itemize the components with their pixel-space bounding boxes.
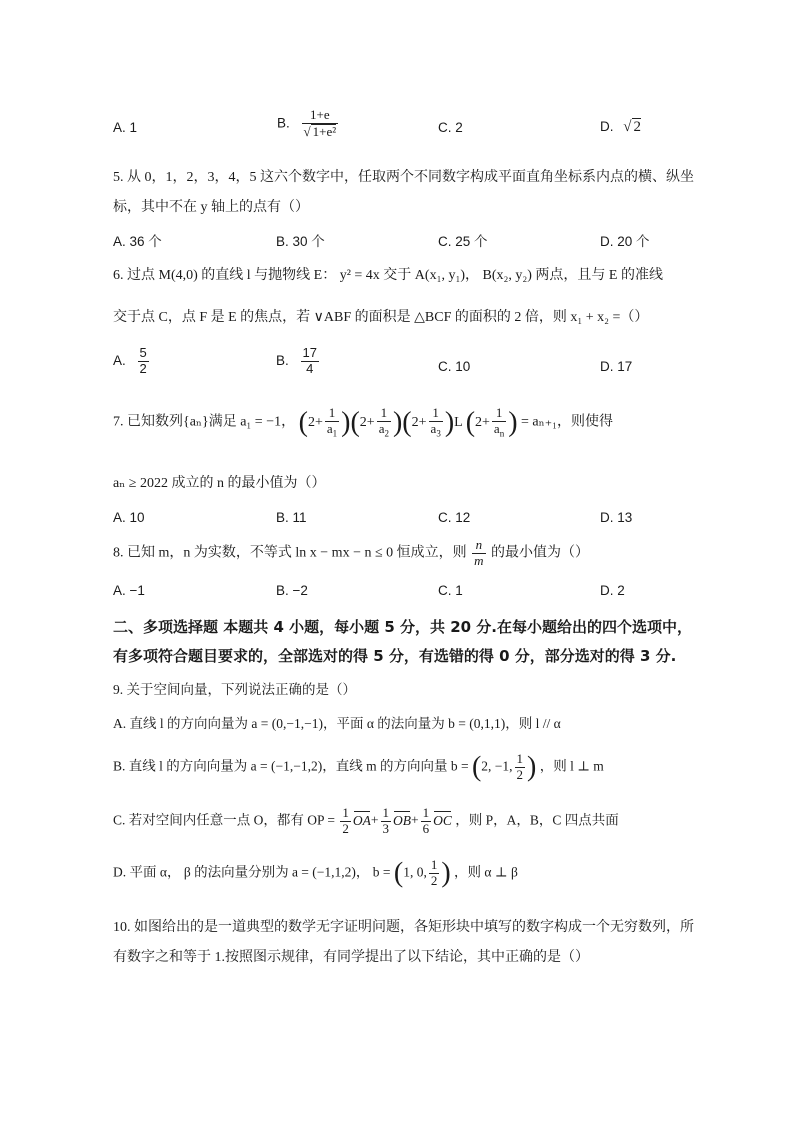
q9-option-a: A. 直线 l 的方向向量为 a = (0,−1,−1)，平面 α 的法向量为 b = (0,1,1)，则 l // α	[113, 716, 561, 731]
q8-option-b: B. −2	[276, 583, 308, 598]
q8-stem-lead: 8. 已知 m，n 为实数，不等式 ln x − mx − n ≤ 0 恒成立，则	[113, 545, 467, 561]
q6-option-b-numerator: 17	[302, 345, 317, 360]
q5-option-c: C. 25 个	[438, 234, 488, 249]
q4-option-a: A. 1	[113, 120, 138, 135]
q7-stem-line1	[113, 406, 613, 439]
q9-option-d: D. 平面 α， β 的法向量分别为 a = (−1,1,2)， b = (1, 0, $\frac{1}{2}$ ) ，则 α ⊥ β	[113, 857, 518, 889]
q10-stem-line1: 10. 如图给出的是一道典型的数学无字证明问题，各矩形块中填写的数字构成一个无穷数列，所	[113, 920, 694, 935]
q9-option-b: B. 直线 l 的方向向量为 a = (−1,−1,2)，直线 m 的方向向量 b = (2, −1, $\frac{1}{2}$ ) ，则 l ⊥ m	[113, 751, 604, 783]
q4-option-b-numerator: 1+e	[302, 108, 339, 124]
q5-option-d: D. 20 个	[600, 234, 650, 249]
q7-option-b: B. 11	[276, 510, 307, 525]
q7-stem-line2: aₙ ≥ 2022 成立的 n 的最小值为（）	[113, 476, 326, 491]
section2-heading-line2: 有多项符合题目要求的，全部选对的得 5 分，有选错的得 0 分，部分选对的得 3 分.	[113, 647, 677, 665]
q8-stem	[113, 538, 589, 569]
q9-option-d-vector: 1, 0,	[403, 864, 427, 880]
q8-frac-numerator: n	[472, 538, 485, 554]
q8-stem-tail: 的最小值为（）	[491, 545, 590, 561]
q8-option-a: A. −1	[113, 583, 145, 598]
q7-option-a: A. 10	[113, 510, 145, 525]
q8-option-c: C. 1	[438, 583, 463, 598]
q4-option-d-label: D.	[600, 119, 614, 134]
q6-option-a-label: A.	[113, 353, 126, 368]
q10-stem-line2: 有数字之和等于 1.按照图示规律，有同学提出了以下结论，其中正确的是（）	[113, 950, 589, 965]
q9-option-d-lead: D. 平面 α， β 的法向量分别为 a = (−1,1,2)， b =	[113, 864, 391, 880]
q7-stem-lead: 7. 已知数列{aₙ}满足 a₁ = −1，	[113, 414, 296, 430]
q6-option-b-label: B.	[276, 353, 289, 368]
q9-option-c: C. 若对空间内任意一点 O，都有 OP = $\frac{1}{2}$ OA+ $\frac{1}{3}$ OB+ $\frac{1}{6}$ OC ，则 P，A，B，C 四点共面	[113, 805, 619, 836]
q7-product: (2+ $\frac{1}{a_1}$ )(2+ $\frac{1}{a_2}$ )(2+ $\frac{1}{a_3}$ )L (2+ $\frac{1}{a_n}$ )	[298, 405, 518, 439]
q6-option-d: D. 17	[600, 359, 633, 374]
q6-option-a-numerator: 5	[139, 345, 147, 360]
q7-option-d: D. 13	[600, 510, 633, 525]
q4-option-b: B. $\frac{1+e}{\text{√ 1+e²}}$	[277, 107, 337, 139]
section2-heading-line1: 二、多项选择题 本题共 4 小题，每小题 5 分，共 20 分.在每小题给出的四个选项中，	[113, 618, 693, 636]
q6-stem-line2: 交于点 C，点 F 是 E 的焦点，若 ∨ABF 的面积是 △BCF 的面积的 2 倍，则 x₁ + x₂ =（）	[113, 310, 649, 325]
q9-stem: 9. 关于空间向量，下列说法正确的是（）	[113, 682, 356, 697]
q5-option-a: A. 36 个	[113, 234, 162, 249]
q8-option-d: D. 2	[600, 583, 625, 598]
q6-option-a	[113, 346, 151, 377]
q4-option-c: C. 2	[438, 120, 463, 135]
q5-stem-line1: 5. 从 0，1，2，3，4，5 这六个数字中，任取两个不同数字构成平面直角坐标系内点的横、纵坐	[113, 170, 694, 185]
q6-option-b	[276, 346, 321, 377]
q6-option-a-denominator: 2	[139, 360, 147, 376]
q5-option-b: B. 30 个	[276, 234, 325, 249]
q9-option-b-vector: 2, −1,	[481, 758, 513, 774]
q4-option-d-value: 2	[633, 119, 641, 135]
q6-option-b-denominator: 4	[306, 360, 314, 376]
q6-stem-line1: 6. 过点 M(4,0) 的直线 l 与抛物线 E： y² = 4x 交于 A(x₁, y₁)， B(x₂, y₂) 两点，且与 E 的准线	[113, 268, 663, 283]
q9-option-d-tail: ，则 α ⊥ β	[454, 864, 518, 880]
q8-frac-denominator: m	[474, 552, 484, 568]
q4-option-d: D. √ 2	[600, 119, 641, 135]
q9-option-b-tail: ，则 l ⊥ m	[539, 758, 604, 774]
q7-stem-tail: = aₙ₊₁，则使得	[521, 414, 613, 430]
q9-option-c-lead: C. 若对空间内任意一点 O，都有 OP =	[113, 812, 335, 828]
q7-option-c: C. 12	[438, 510, 471, 525]
q4-option-b-denominator: 1+e²	[312, 123, 337, 139]
q4-option-b-label: B.	[277, 115, 290, 131]
q5-stem-line2: 标，其中不在 y 轴上的点有（）	[113, 200, 309, 215]
q9-option-c-tail: ，则 P，A，B，C 四点共面	[455, 812, 619, 828]
q6-option-c: C. 10	[438, 359, 471, 374]
q9-option-b-lead: B. 直线 l 的方向向量为 a = (−1,−1,2)，直线 m 的方向向量 b =	[113, 758, 469, 774]
